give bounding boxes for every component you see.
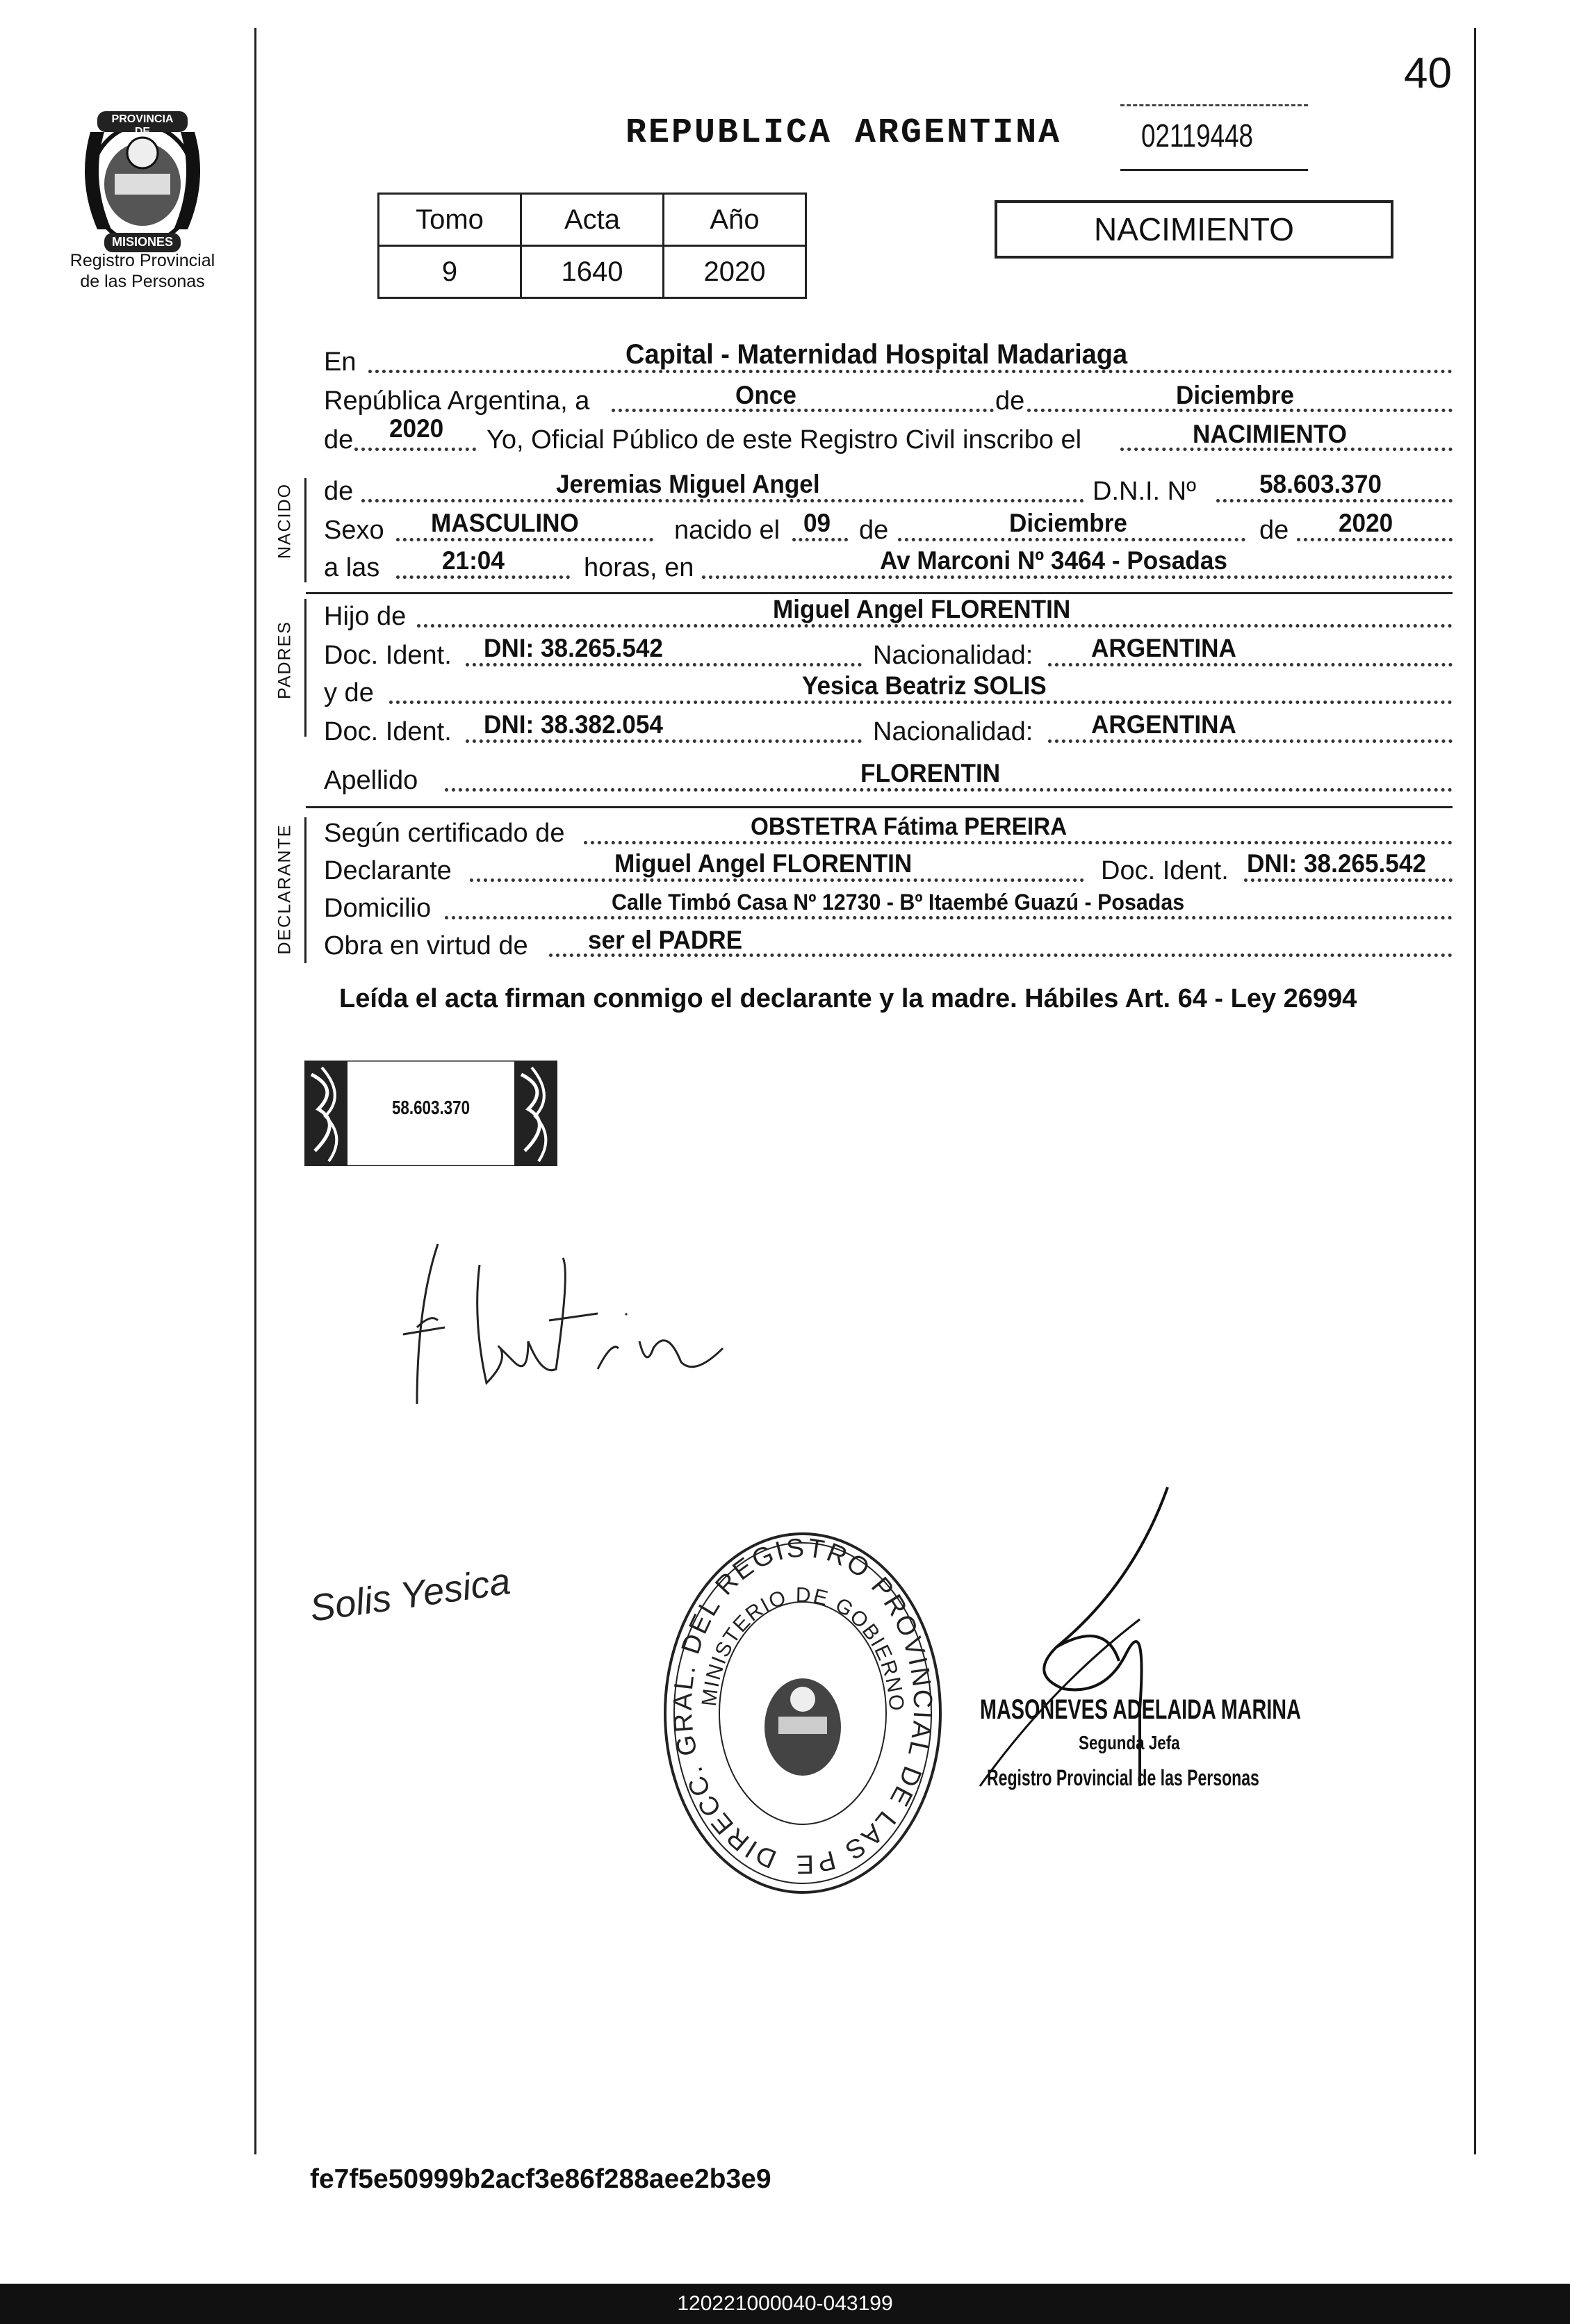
padre-nombre: Miguel Angel FLORENTIN	[773, 595, 1071, 623]
nacido-bracket	[304, 478, 306, 582]
certificado-value: OBSTETRA Fátima PEREIRA	[751, 813, 1068, 840]
acta-tipo: NACIMIENTO	[1193, 420, 1347, 448]
hijo-de-label: Hijo de	[324, 602, 407, 631]
acta-lugar: Capital - Maternidad Hospital Madariaga	[625, 339, 1128, 370]
y-de-label: y de	[324, 678, 374, 707]
official-seal-icon	[660, 1529, 945, 1897]
declarante-label: Declarante	[324, 856, 452, 885]
declarante-doc-label: Doc. Ident.	[1101, 856, 1229, 885]
nacido-anio: 2020	[1339, 509, 1393, 537]
nacido-nombre: Jeremias Miguel Angel	[556, 470, 820, 498]
dotted-line	[354, 448, 476, 451]
seal-text-top: PROVINCIA DE	[111, 113, 174, 138]
dotted-line	[389, 701, 1453, 704]
registry-header-tomo: Tomo	[379, 194, 521, 246]
page-number: 40	[1404, 49, 1452, 97]
dotted-line	[612, 409, 994, 412]
father-signature-icon	[389, 1237, 751, 1418]
domicilio-value: Calle Timbó Casa Nº 12730 - Bº Itaembé Guazú - Posadas	[612, 890, 1185, 915]
registry-value-tomo: 9	[379, 246, 521, 298]
dotted-line	[1244, 878, 1453, 882]
registry-value-acta: 1640	[521, 246, 664, 298]
dotted-line	[584, 841, 1453, 844]
document-hash: fe7f5e50999b2acf3e86f288aee2b3e9	[310, 2164, 771, 2194]
declarante-section-label: DECLARANTE	[275, 824, 295, 955]
dotted-line	[792, 538, 848, 541]
nacido-de-label-2: de	[859, 516, 889, 545]
official-signature-icon	[966, 1480, 1258, 1807]
registry-table	[377, 193, 807, 299]
de-label: de	[995, 386, 1025, 416]
madre-doc: DNI: 38.382.054	[484, 710, 663, 739]
registry-value-anio: 2020	[664, 246, 806, 298]
declarante-nombre: Miguel Angel FLORENTIN	[614, 849, 913, 878]
official-seal	[660, 1529, 945, 1897]
dotted-line	[396, 575, 570, 579]
dotted-line	[1297, 538, 1453, 541]
dotted-line	[470, 878, 1084, 882]
obra-value: ser el PADRE	[588, 926, 743, 954]
apellido-value: FLORENTIN	[860, 759, 1001, 787]
madre-nacionalidad-label: Nacionalidad:	[873, 717, 1033, 746]
serial-number: 02119448	[1141, 117, 1253, 154]
padre-doc-label: Doc. Ident.	[324, 641, 452, 670]
logo-caption-line2: de las Personas	[80, 272, 205, 291]
dni-label: D.N.I. Nº	[1093, 477, 1196, 506]
registry-header-anio: Año	[664, 194, 806, 246]
nacido-hora: 21:04	[442, 546, 505, 575]
acta-dia: Once	[735, 381, 796, 409]
mother-signature: Solis Yesica	[307, 1560, 513, 1630]
en-label: En	[324, 347, 357, 377]
madre-doc-label: Doc. Ident.	[324, 717, 452, 746]
seal-ring-text: DIRECC. GRAL. DEL REGISTRO PROVINCIAL DE LAS PE	[668, 1533, 938, 1879]
registry-header-acta: Acta	[521, 194, 664, 246]
dotted-line	[396, 538, 653, 541]
closing-text: Leída el acta firman conmigo el declarante y la madre. Hábiles Art. 64 - Ley 26994	[339, 984, 1357, 1013]
right-margin-line	[1474, 28, 1476, 2154]
dotted-line	[466, 663, 862, 666]
dotted-line	[898, 538, 1245, 541]
country-title: REPUBLICA ARGENTINA	[625, 113, 1062, 153]
section-divider	[306, 806, 1453, 808]
a-las-label: a las	[324, 553, 380, 582]
madre-nacionalidad: ARGENTINA	[1091, 710, 1236, 739]
fingerprint-box	[304, 1061, 557, 1166]
dotted-line	[417, 624, 1453, 628]
bottom-bar: 120221000040-043199	[0, 2284, 1570, 2324]
padre-nacionalidad-label: Nacionalidad:	[873, 641, 1033, 670]
official-name: MASONEVES ADELAIDA MARINA	[980, 1694, 1301, 1725]
nacido-dni: 58.603.370	[1259, 470, 1382, 498]
nacido-section-label: NACIDO	[275, 482, 295, 559]
nacido-mes: Diciembre	[1009, 509, 1127, 537]
dotted-line	[702, 575, 1453, 579]
nacido-dia: 09	[803, 509, 831, 537]
acta-anio: 2020	[389, 414, 444, 443]
logo-caption-line1: Registro Provincial	[69, 251, 215, 270]
logo-caption	[42, 250, 243, 292]
madre-nombre: Yesica Beatriz SOLIS	[802, 671, 1047, 700]
horas-en-label: horas, en	[584, 553, 694, 582]
domicilio-label: Domicilio	[324, 894, 432, 923]
dotted-line	[1048, 739, 1453, 743]
nacido-sexo: MASCULINO	[431, 509, 579, 537]
fingerprint-number: 58.603.370	[391, 1097, 471, 1118]
document-type-box: NACIMIENTO	[995, 200, 1393, 259]
certificado-label: Según certificado de	[324, 819, 565, 848]
padres-section-label: PADRES	[275, 621, 295, 699]
seal-inner-text: MINISTERIO DE GOBIERNO	[697, 1583, 908, 1713]
official-office: Registro Provincial de las Personas	[987, 1765, 1259, 1790]
obra-label: Obra en virtud de	[324, 931, 528, 960]
de-label-2: de	[324, 425, 354, 455]
nacido-de-label: de	[324, 477, 354, 506]
serial-box	[1120, 104, 1308, 171]
declarante-doc: DNI: 38.265.542	[1247, 849, 1426, 878]
padre-nacionalidad: ARGENTINA	[1091, 634, 1236, 662]
nacido-de-label-3: de	[1259, 516, 1289, 545]
left-margin-line	[254, 28, 256, 2154]
nacido-el-label: nacido el	[674, 516, 780, 545]
dotted-line	[361, 499, 1084, 502]
nacido-lugar: Av Marconi Nº 3464 - Posadas	[880, 546, 1227, 575]
apellido-label: Apellido	[324, 766, 418, 795]
acta-mes: Diciembre	[1176, 381, 1294, 409]
dotted-line	[466, 739, 862, 743]
official-title: Segunda Jefa	[1079, 1732, 1180, 1753]
republica-label: República Argentina, a	[324, 386, 590, 416]
padre-doc: DNI: 38.265.542	[484, 634, 663, 662]
dotted-line	[1048, 663, 1453, 666]
dotted-line	[445, 788, 1453, 792]
section-divider	[306, 592, 1453, 594]
seal-text-bottom: MISIONES	[111, 235, 173, 249]
oficial-text: Yo, Oficial Público de este Registro Civil inscribo el	[486, 425, 1082, 455]
sexo-label: Sexo	[324, 516, 384, 545]
dotted-line	[1216, 499, 1453, 502]
padres-bracket	[304, 599, 306, 737]
province-logo	[69, 90, 215, 257]
dotted-line	[445, 916, 1453, 919]
declarante-bracket	[304, 817, 306, 963]
